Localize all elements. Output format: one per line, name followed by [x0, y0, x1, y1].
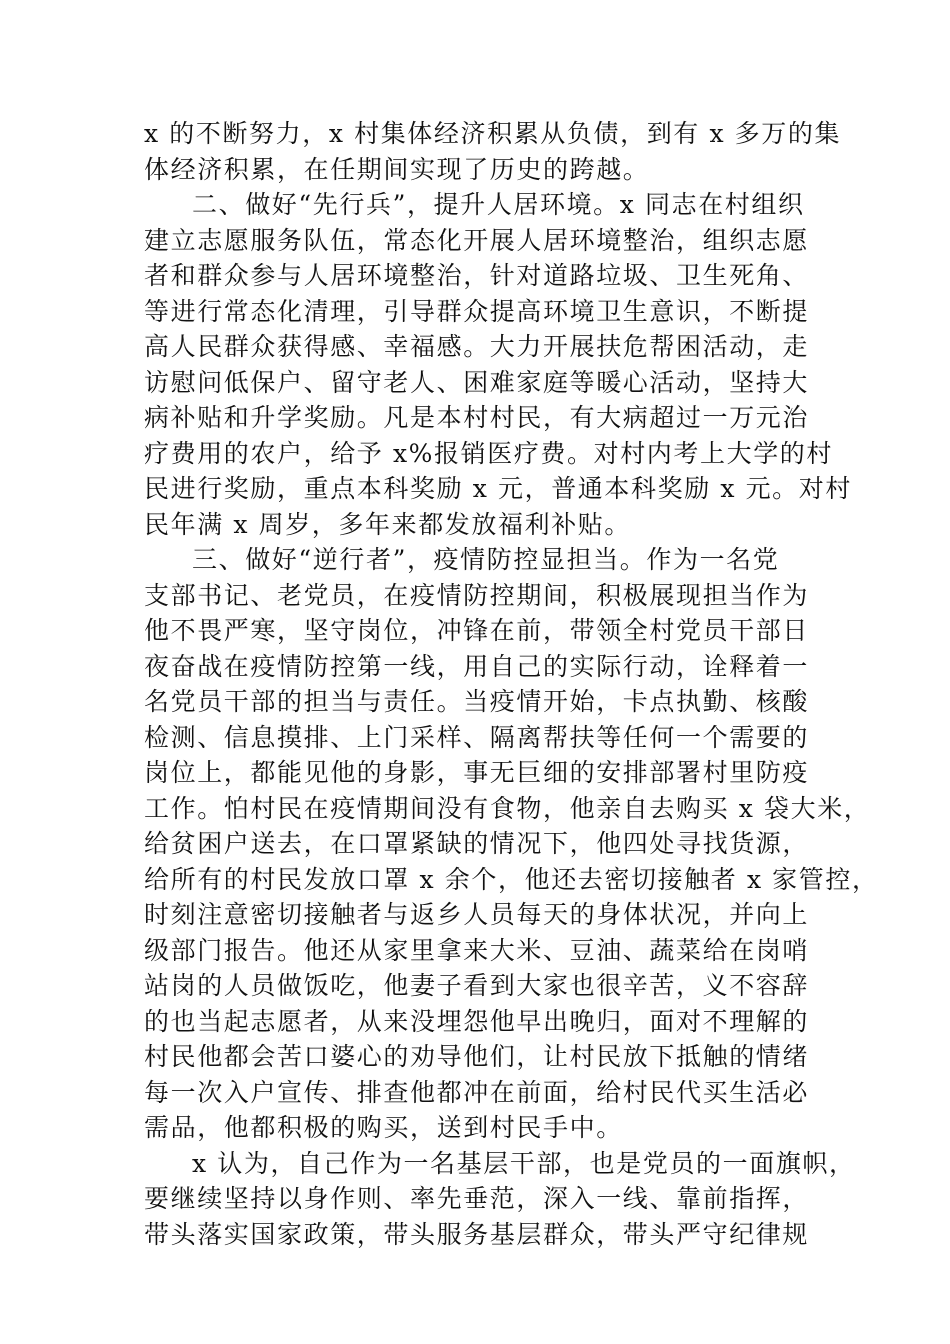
- text-line: 三、做好“逆行者”，疫情防控显担当。作为一名党: [192, 545, 780, 574]
- text-line: 岗位上，都能见他的身影，事无巨细的安排部署村里防疫: [144, 758, 810, 787]
- text-line: 工作。怕村民在疫情期间没有食物，他亲自去购买 x 袋大米，: [144, 793, 871, 823]
- text-line: 要继续坚持以身作则、率先垂范，深入一线、靠前指挥，: [144, 1184, 810, 1213]
- text-line: 级部门报告。他还从家里拿来大米、豆油、蔬菜给在岗哨: [144, 935, 810, 965]
- text-line: 高人民群众获得感、幸福感。大力开展扶危帮困活动，走: [144, 332, 810, 361]
- text-line: 病补贴和升学奖励。凡是本村村民，有大病超过一万元治: [144, 403, 810, 432]
- document-body: [144, 116, 879, 1252]
- text-line: 带头落实国家政策，带头服务基层群众，带头严守纪律规: [144, 1219, 810, 1249]
- text-line: 每一次入户宣传、排查他都冲在前面，给村民代买生活必: [144, 1077, 810, 1107]
- text-line: 疗费用的农户，给予 x%报销医疗费。对村内考上大学的村: [144, 438, 834, 468]
- text-line: 等进行常态化清理，引导群众提高环境卫生意识，不断提: [144, 296, 810, 326]
- text-line: 给贫困户送去，在口罩紧缺的情况下，他四处寻找货源，: [144, 829, 810, 858]
- text-line: 村民他都会苦口婆心的劝导他们，让村民放下抵触的情绪: [144, 1042, 810, 1071]
- text-line: x 认为，自己作为一名基层干部，也是党员的一面旗帜，: [192, 1148, 856, 1178]
- text-line: 给所有的村民发放口罩 x 余个，他还去密切接触者 x 家管控，: [144, 864, 879, 894]
- text-line: 支部书记、老党员，在疫情防控期间，积极展现担当作为: [144, 580, 810, 610]
- text-line: 夜奋战在疫情防控第一线，用自己的实际行动，诠释着一: [144, 651, 810, 681]
- text-line: x 的不断努力，x 村集体经济积累从负债，到有 x 多万的集: [144, 119, 842, 148]
- text-line: 二、做好“先行兵”，提升人居环境。x 同志在村组织: [192, 190, 805, 219]
- text-line: 民年满 x 周岁，多年来都发放福利补贴。: [144, 509, 631, 539]
- text-line: 名党员干部的担当与责任。当疫情开始，卡点执勤、核酸: [144, 687, 810, 716]
- text-line: 时刻注意密切接触者与返乡人员每天的身体状况，并向上: [144, 900, 810, 929]
- text-line: 的也当起志愿者，从来没埋怨他早出晚归，面对不理解的: [144, 1006, 810, 1036]
- text-line: 他不畏严寒，坚守岗位，冲锋在前，带领全村党员干部日: [144, 616, 810, 645]
- text-line: 者和群众参与人居环境整治，针对道路垃圾、卫生死角、: [144, 261, 810, 290]
- text-line: 检测、信息摸排、上门采样、隔离帮扶等任何一个需要的: [144, 722, 810, 752]
- text-line: 访慰问低保户、留守老人、困难家庭等暖心活动，坚持大: [144, 367, 810, 397]
- text-line: 建立志愿服务队伍，常态化开展人居环境整治，组织志愿: [144, 225, 810, 255]
- text-line: 体经济积累，在任期间实现了历史的跨越。: [144, 154, 650, 184]
- text-line: 站岗的人员做饭吃，他妻子看到大家也很辛苦，义不容辞: [144, 971, 810, 1000]
- text-line: 需品，他都积极的购买，送到村民手中。: [144, 1113, 623, 1142]
- text-line: 民进行奖励，重点本科奖励 x 元，普通本科奖励 x 元。对村: [144, 474, 852, 503]
